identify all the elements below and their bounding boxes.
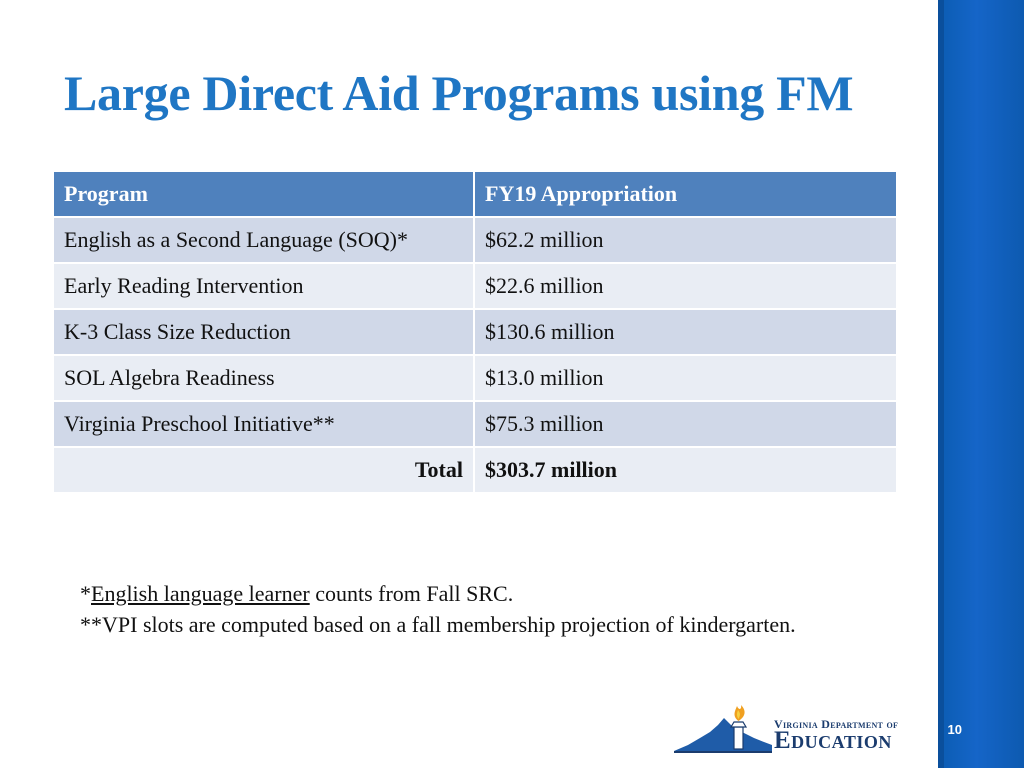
amount-cell: $130.6 million — [474, 309, 897, 355]
footnote-ell-text: counts from Fall SRC. — [309, 581, 514, 606]
footnote-ell — [80, 578, 800, 609]
footnotes — [80, 578, 800, 640]
page-number: 10 — [947, 722, 962, 737]
decorative-side-bar — [938, 0, 1024, 768]
table-row — [53, 217, 897, 263]
footnote-vpi: **VPI slots are computed based on a fall membership projection of kindergarten. — [80, 612, 796, 637]
amount-cell: $62.2 million — [474, 217, 897, 263]
logo-text-education: Education — [774, 727, 892, 754]
slide-title: Large Direct Aid Programs using FM — [64, 65, 854, 121]
virginia-torch-logo-icon — [674, 705, 774, 755]
table-row — [53, 355, 897, 401]
table-row — [53, 401, 897, 447]
programs-table-container — [52, 170, 896, 494]
total-amount: $303.7 million — [474, 447, 897, 493]
table-header-row — [53, 171, 897, 217]
amount-cell: $13.0 million — [474, 355, 897, 401]
amount-cell: $22.6 million — [474, 263, 897, 309]
program-cell: Virginia Preschool Initiative** — [53, 401, 474, 447]
program-cell: K-3 Class Size Reduction — [53, 309, 474, 355]
program-cell: SOL Algebra Readiness — [53, 355, 474, 401]
program-cell: Early Reading Intervention — [53, 263, 474, 309]
table-row — [53, 309, 897, 355]
program-cell: English as a Second Language (SOQ)* — [53, 217, 474, 263]
column-header-program: Program — [53, 171, 474, 217]
vdoe-logo — [674, 705, 932, 755]
amount-cell: $75.3 million — [474, 401, 897, 447]
logo-text-department: Virginia Department of — [774, 717, 899, 731]
total-row — [53, 447, 897, 493]
footnote-asterisk: * — [80, 581, 91, 606]
programs-table — [52, 170, 898, 494]
total-label: Total — [53, 447, 474, 493]
column-header-appropriation: FY19 Appropriation — [474, 171, 897, 217]
english-language-learner-link[interactable]: English language learner — [91, 581, 310, 606]
table-row — [53, 263, 897, 309]
